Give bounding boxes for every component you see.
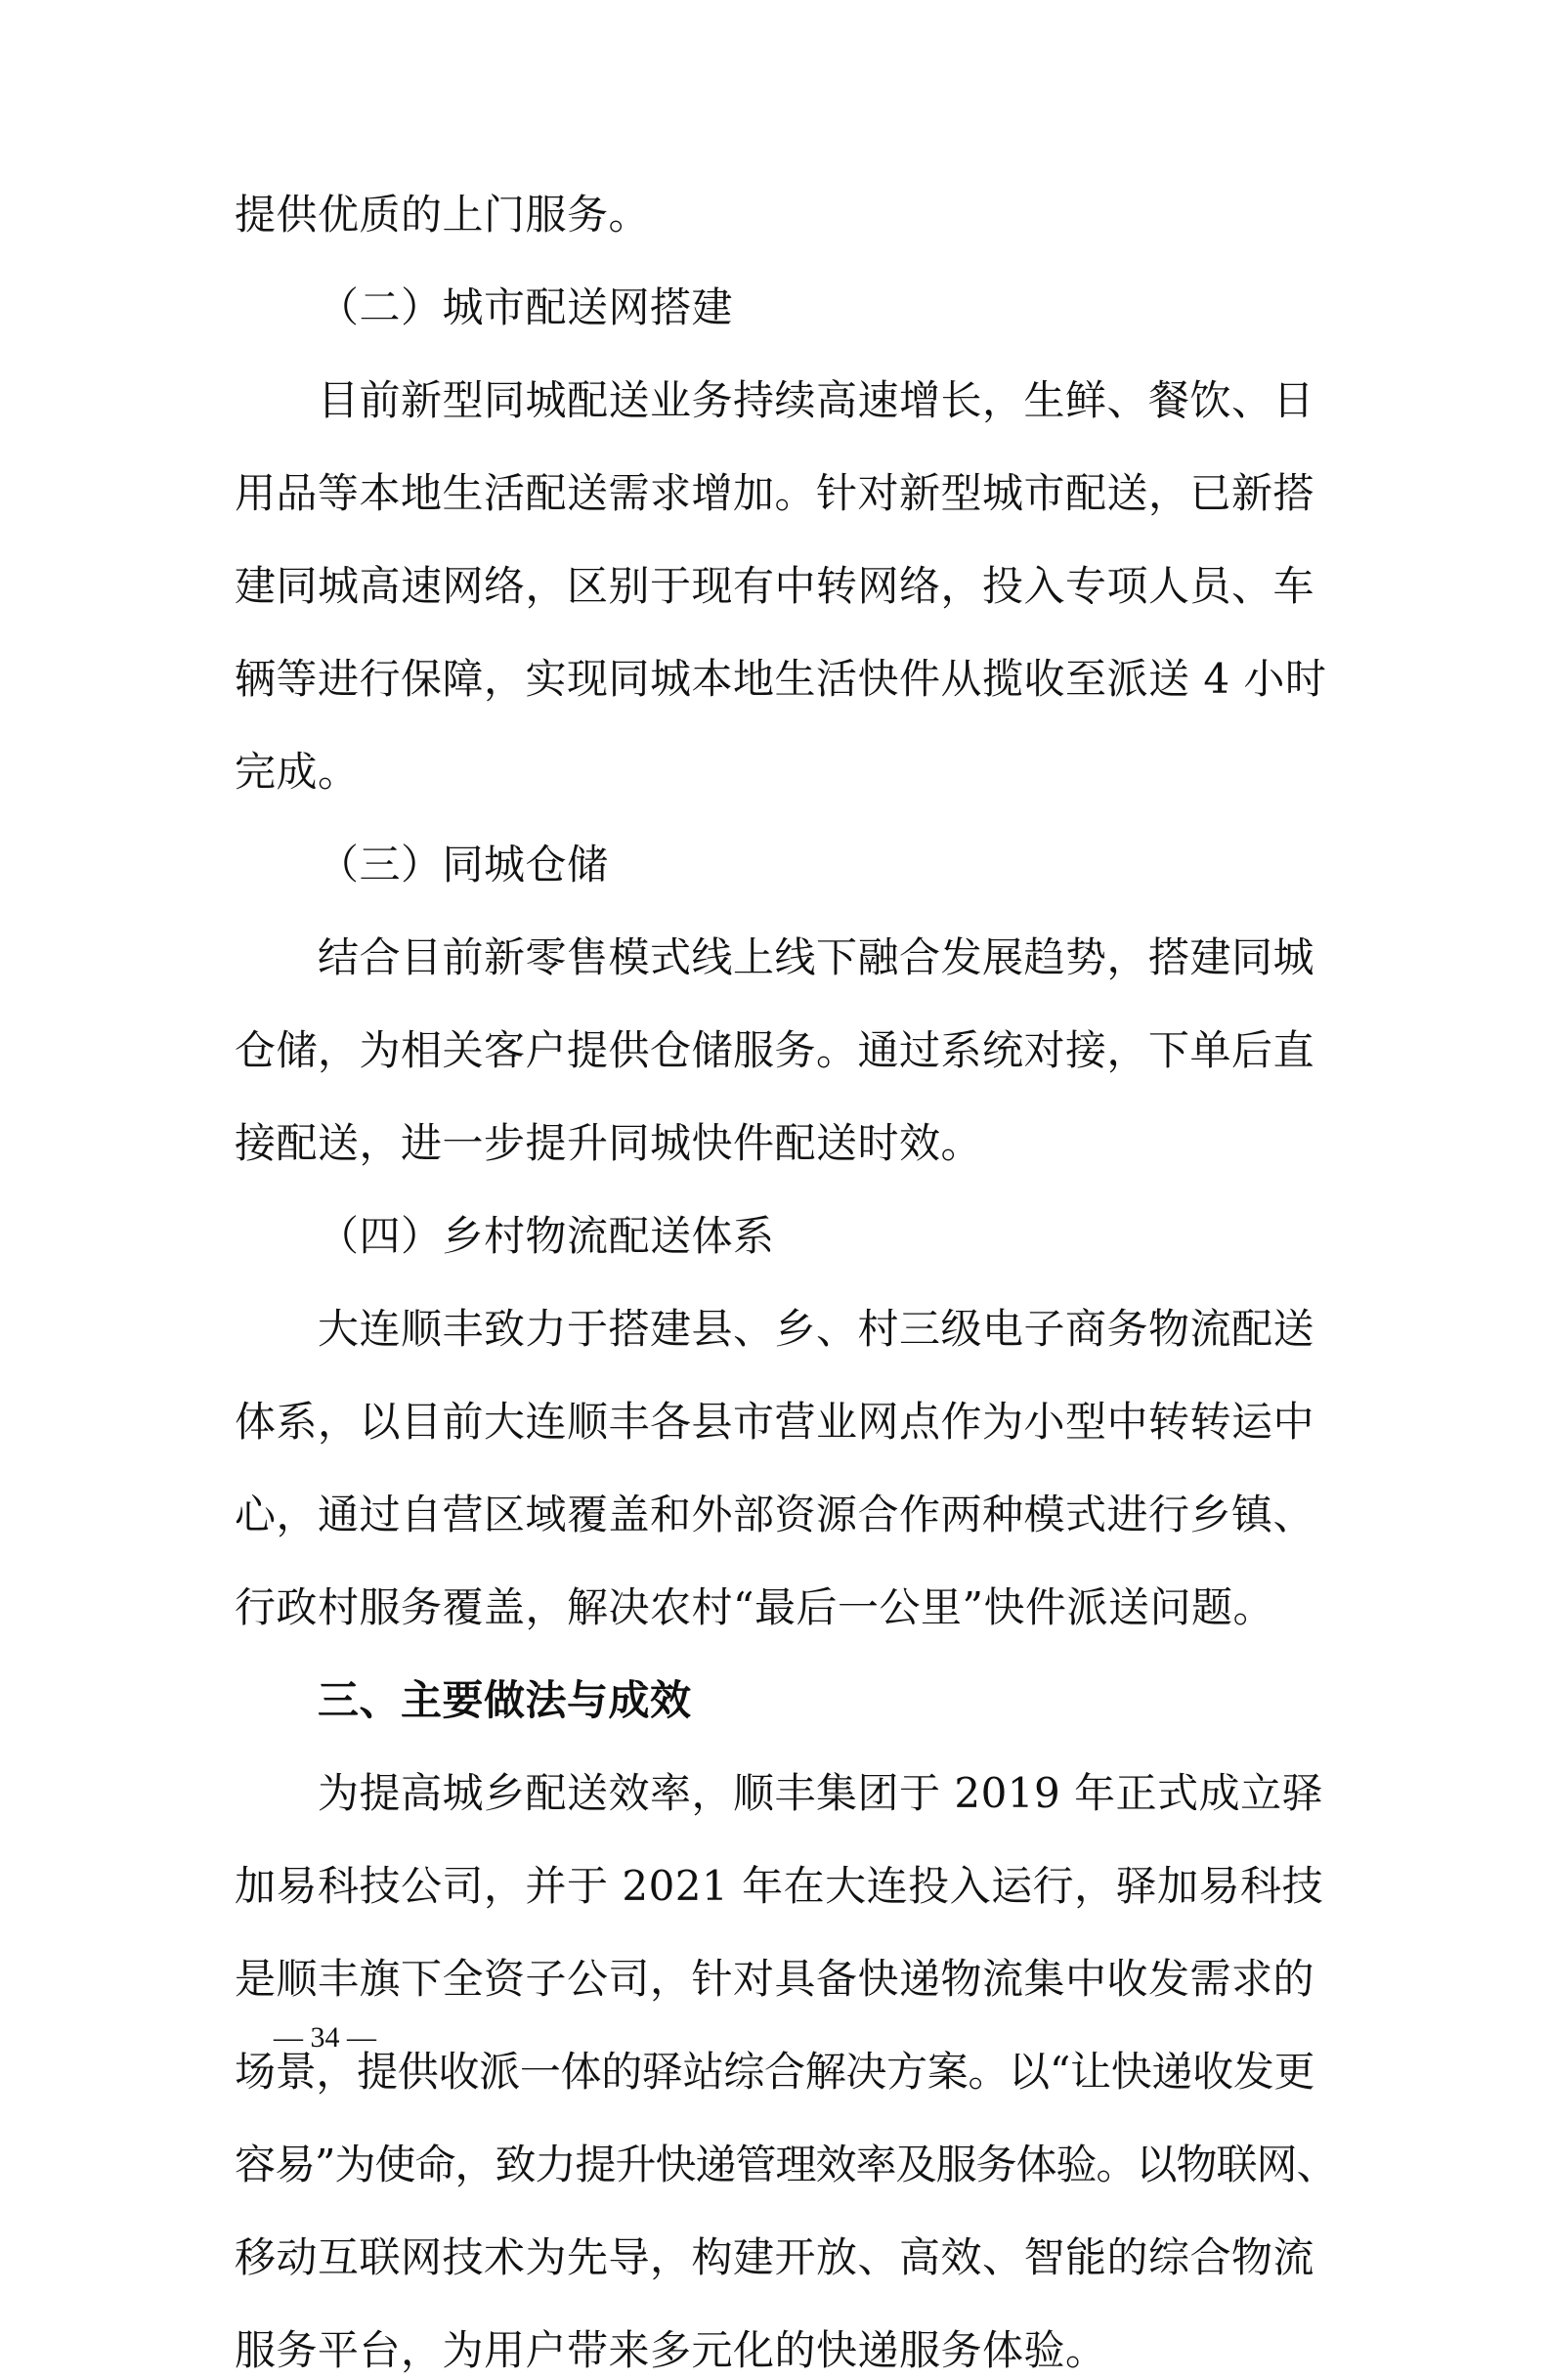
paragraph-line: 目前新型同城配送业务持续高速增长，生鲜、餐饮、日: [318, 376, 1315, 424]
chapter-heading: 三、主要做法与成效: [318, 1676, 692, 1724]
paragraph-line: 为提高城乡配送效率，顺丰集团于 2019 年正式成立驿: [318, 1769, 1324, 1817]
paragraph-line: 接配送，进一步提升同城快件配送时效。: [235, 1119, 983, 1167]
paragraph-line: 容易”为使命，致力提升快递管理效率及服务体验。以物联网、: [235, 2141, 1337, 2188]
section-heading: （三）同城仓储: [318, 841, 609, 888]
section-heading: （二）城市配送网搭建: [318, 283, 734, 331]
paragraph-line: 仓储，为相关客户提供仓储服务。通过系统对接，下单后直: [235, 1026, 1315, 1074]
paragraph-line: 场景，提供收派一体的驿站综合解决方案。以“让快递收发更: [235, 2048, 1314, 2096]
paragraph-line: 移动互联网技术为先导，构建开放、高效、智能的综合物流: [235, 2233, 1315, 2281]
paragraph-line: 行政村服务覆盖，解决农村“最后一公里”快件派送问题。: [235, 1583, 1274, 1631]
page-number: — 34 —: [274, 2021, 376, 2054]
paragraph-line: 提供优质的上门服务。: [235, 191, 651, 238]
paragraph-line: 加易科技公司，并于 2021 年在大连投入运行，驿加易科技: [235, 1862, 1324, 1910]
paragraph-line: 心，通过自营区域覆盖和外部资源合作两种模式进行乡镇、: [235, 1491, 1315, 1538]
paragraph-line: 用品等本地生活配送需求增加。针对新型城市配送，已新搭: [235, 469, 1315, 517]
section-heading: （四）乡村物流配送体系: [318, 1212, 775, 1260]
paragraph-line: 辆等进行保障，实现同城本地生活快件从揽收至派送 4 小时: [235, 655, 1327, 703]
paragraph-line: 体系，以目前大连顺丰各县市营业网点作为小型中转转运中: [235, 1398, 1315, 1446]
paragraph-line: 大连顺丰致力于搭建县、乡、村三级电子商务物流配送: [318, 1305, 1315, 1353]
paragraph-line: 结合目前新零售模式线上线下融合发展趋势，搭建同城: [318, 933, 1315, 981]
paragraph-line: 完成。: [235, 748, 360, 796]
paragraph-line: 是顺丰旗下全资子公司，针对具备快递物流集中收发需求的: [235, 1955, 1315, 2003]
paragraph-line: 建同城高速网络，区别于现有中转网络，投入专项人员、车: [235, 562, 1315, 610]
paragraph-line: 服务平台，为用户带来多元化的快递服务体验。: [235, 2326, 1107, 2374]
